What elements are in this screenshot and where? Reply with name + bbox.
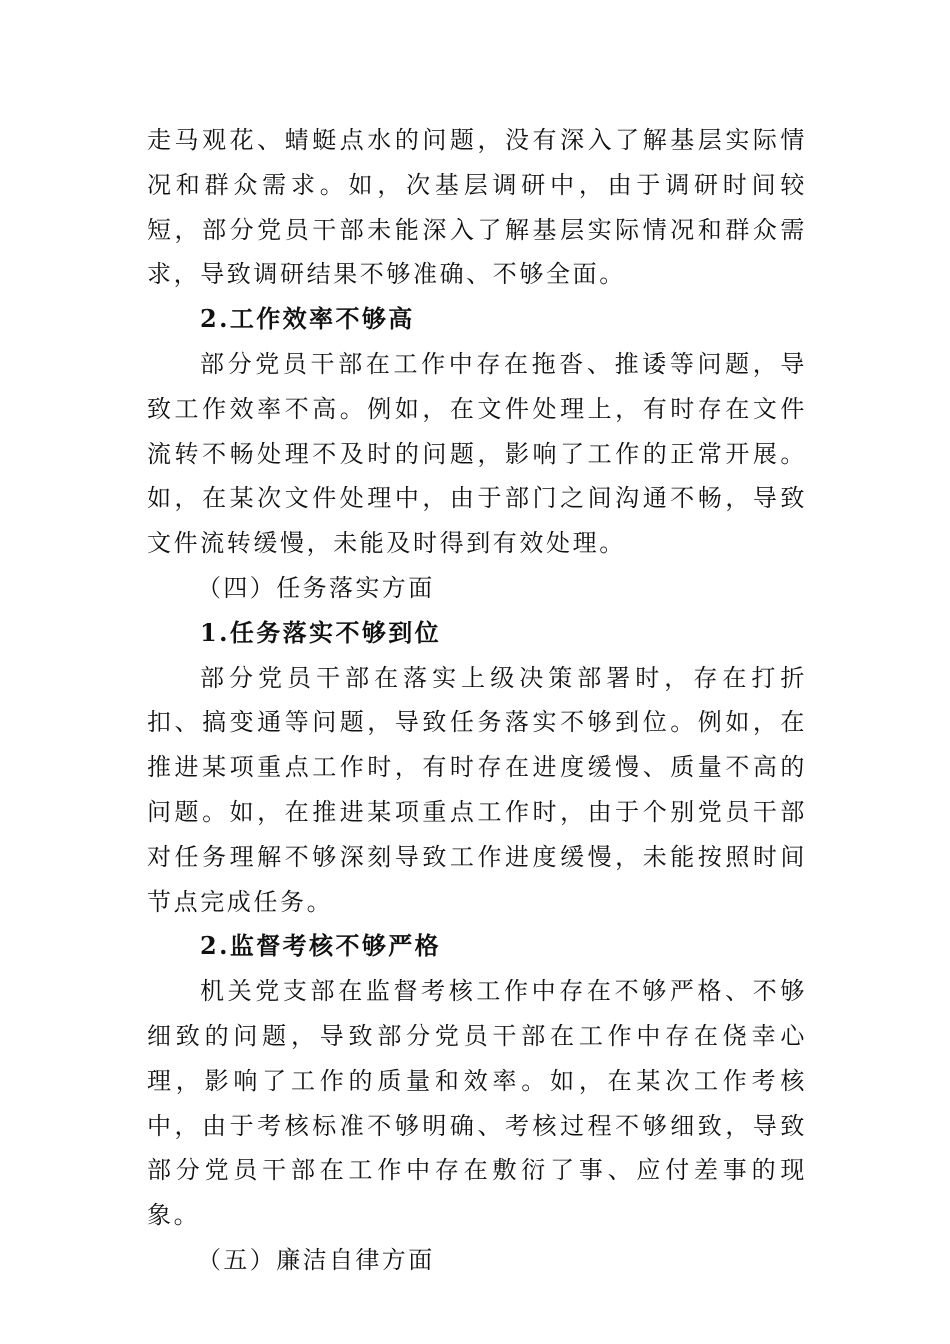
section-heading: 2.工作效率不够高 <box>200 304 415 334</box>
subsection-heading: （五）廉洁自律方面 <box>197 1245 435 1274</box>
body-paragraph: 部分党员干部在落实上级决策部署时，存在打折扣、搞变通等问题，导致任务落实不够到位。例如，在推进某项重点工作时，有时存在进度缓慢、质量不高的问题。如，在推进某项重点工作时，由于个别党员干部对任务理解不够深刻导致工作进度缓慢，未能按照时间节点完成任务。 <box>147 663 807 916</box>
section-heading: 2.监督考核不够严格 <box>200 931 442 961</box>
body-paragraph: 走马观花、蜻蜓点水的问题，没有深入了解基层实际情况和群众需求。如，次基层调研中，由于调研时间较短，部分党员干部未能深入了解基层实际情况和群众需求，导致调研结果不够准确、不够全面。 <box>147 126 807 289</box>
body-paragraph: 机关党支部在监督考核工作中存在不够严格、不够细致的问题，导致部分党员干部在工作中存在侥幸心理，影响了工作的质量和效率。如，在某次工作考核中，由于考核标准不够明确、考核过程不够细致，导致部分党员干部在工作中存在敷衍了事、应付差事的现象。 <box>147 977 807 1230</box>
subsection-heading: （四）任务落实方面 <box>197 573 435 602</box>
document-page <box>147 118 807 1283</box>
section-heading: 1.任务落实不够到位 <box>200 617 442 647</box>
body-paragraph: 部分党员干部在工作中存在拖沓、推诿等问题，导致工作效率不高。例如，在文件处理上，有时存在文件流转不畅处理不及时的问题，影响了工作的正常开展。如，在某次文件处理中，由于部门之间沟通不畅，导致文件流转缓慢，未能及时得到有效处理。 <box>147 349 807 558</box>
